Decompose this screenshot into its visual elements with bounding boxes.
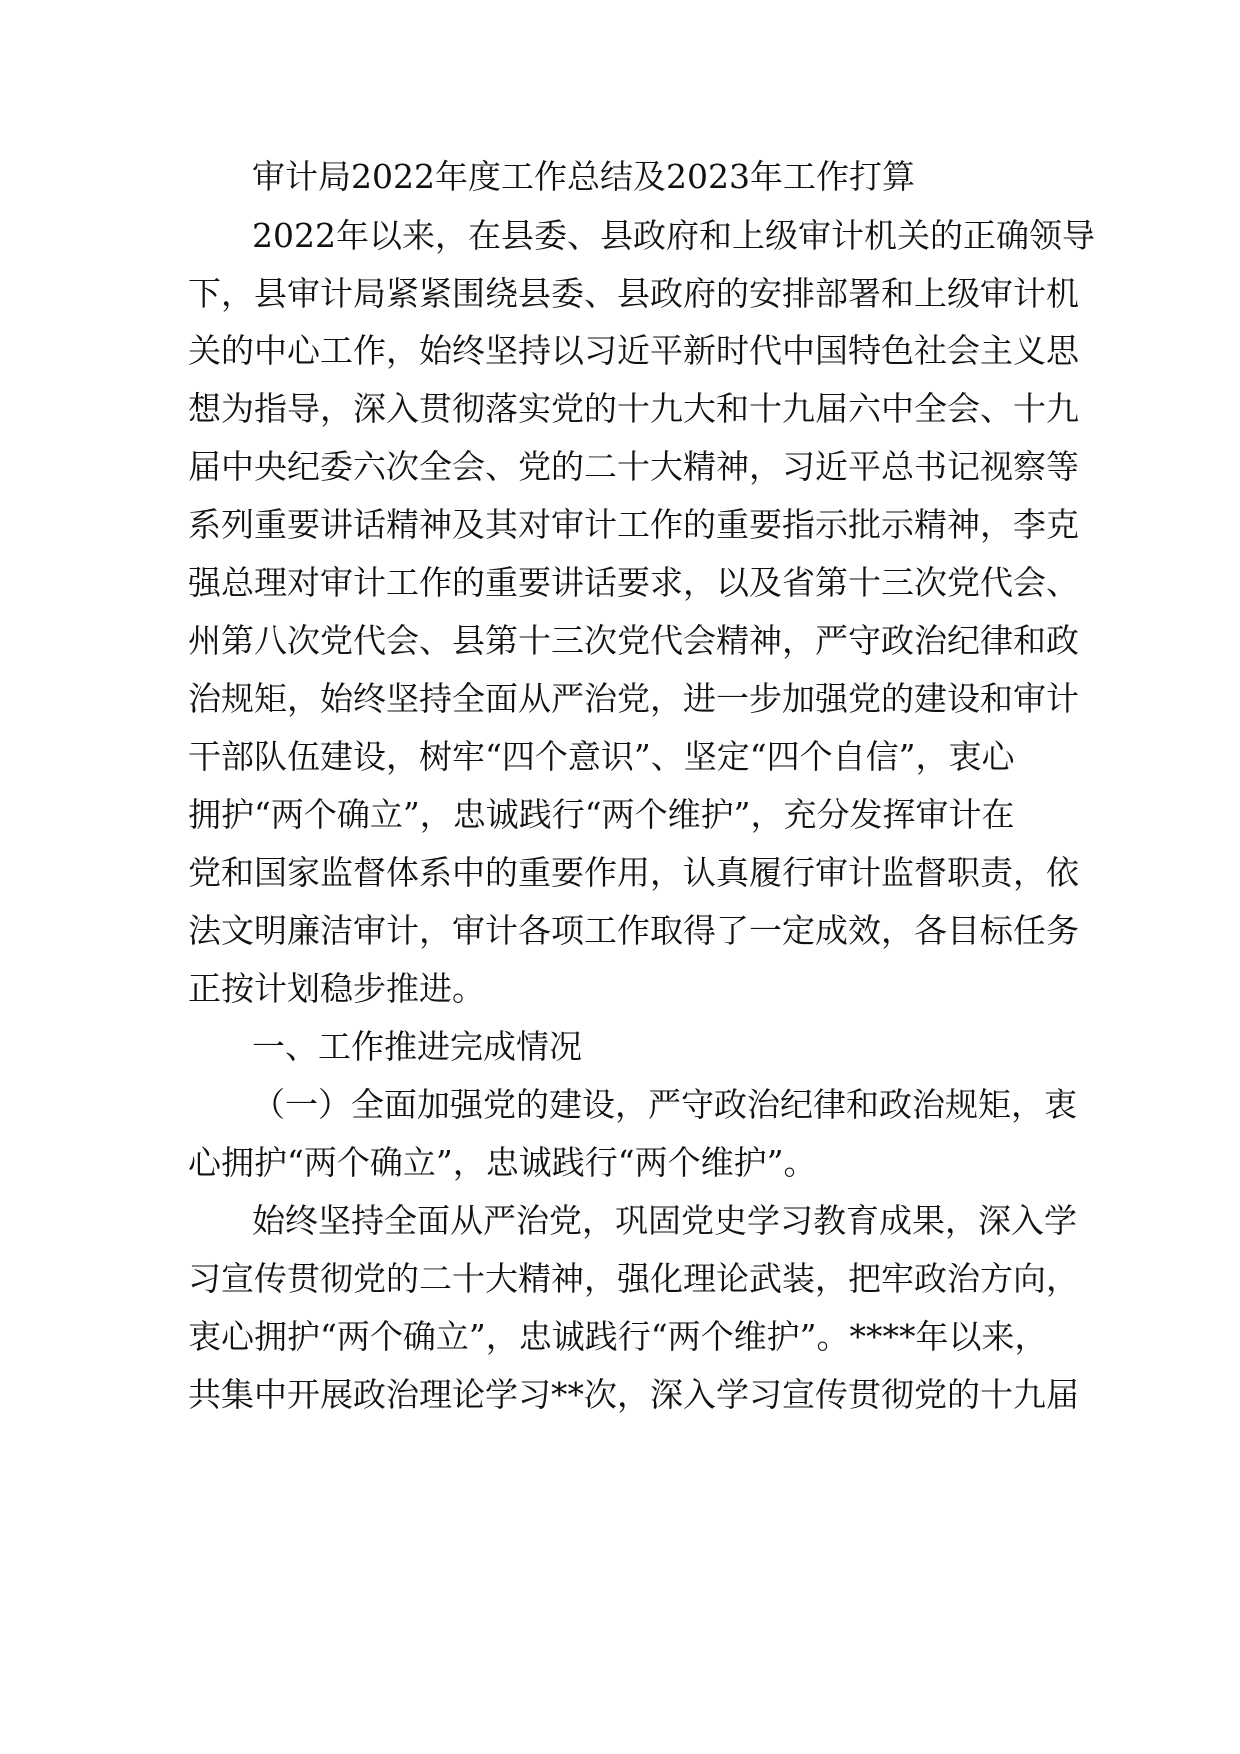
body-line-2: 习宣传贯彻党的二十大精神，强化理论武装，把牢政治方向， bbox=[188, 1259, 1079, 1298]
intro-line-12: 党和国家监督体系中的重要作用，认真履行审计监督职责，依 bbox=[188, 853, 1079, 892]
body-line-1: 始终坚持全面从严治党，巩固党史学习教育成果，深入学 bbox=[252, 1201, 1077, 1240]
body-line-4: 共集中开展政治理论学习**次，深入学习宣传贯彻党的十九届 bbox=[188, 1375, 1079, 1414]
intro-line-7: 强总理对审计工作的重要讲话要求，以及省第十三次党代会、 bbox=[188, 563, 1079, 602]
intro-line-8: 州第八次党代会、县第十三次党代会精神，严守政治纪律和政 bbox=[188, 621, 1079, 660]
intro-line-1: 2022年以来，在县委、县政府和上级审计机关的正确领导 bbox=[252, 216, 1095, 255]
document-title: 审计局2022年度工作总结及2023年工作打算 bbox=[252, 157, 915, 196]
intro-line-9: 治规矩，始终坚持全面从严治党，进一步加强党的建设和审计 bbox=[188, 679, 1079, 718]
intro-line-14: 正按计划稳步推进。 bbox=[188, 969, 485, 1008]
intro-line-11: 拥护“两个确立”，忠诚践行“两个维护”，充分发挥审计在 bbox=[188, 795, 1015, 834]
intro-line-4: 想为指导，深入贯彻落实党的十九大和十九届六中全会、十九 bbox=[188, 389, 1079, 428]
subsection-line-1: （一）全面加强党的建设，严守政治纪律和政治规矩，衷 bbox=[252, 1085, 1077, 1124]
body-line-3: 衷心拥护“两个确立”，忠诚践行“两个维护”。****年以来， bbox=[188, 1317, 1048, 1356]
intro-line-10: 干部队伍建设，树牢“四个意识”、坚定“四个自信”，衷心 bbox=[188, 737, 1015, 776]
intro-line-13: 法文明廉洁审计，审计各项工作取得了一定成效，各目标任务 bbox=[188, 911, 1079, 950]
intro-line-3: 关的中心工作，始终坚持以习近平新时代中国特色社会主义思 bbox=[188, 331, 1079, 370]
section-heading: 一、工作推进完成情况 bbox=[252, 1027, 582, 1066]
intro-line-5: 届中央纪委六次全会、党的二十大精神，习近平总书记视察等 bbox=[188, 447, 1079, 486]
intro-line-6: 系列重要讲话精神及其对审计工作的重要指示批示精神，李克 bbox=[188, 505, 1079, 544]
intro-line-2: 下，县审计局紧紧围绕县委、县政府的安排部署和上级审计机 bbox=[188, 274, 1079, 313]
subsection-line-2: 心拥护“两个确立”，忠诚践行“两个维护”。 bbox=[188, 1143, 817, 1182]
